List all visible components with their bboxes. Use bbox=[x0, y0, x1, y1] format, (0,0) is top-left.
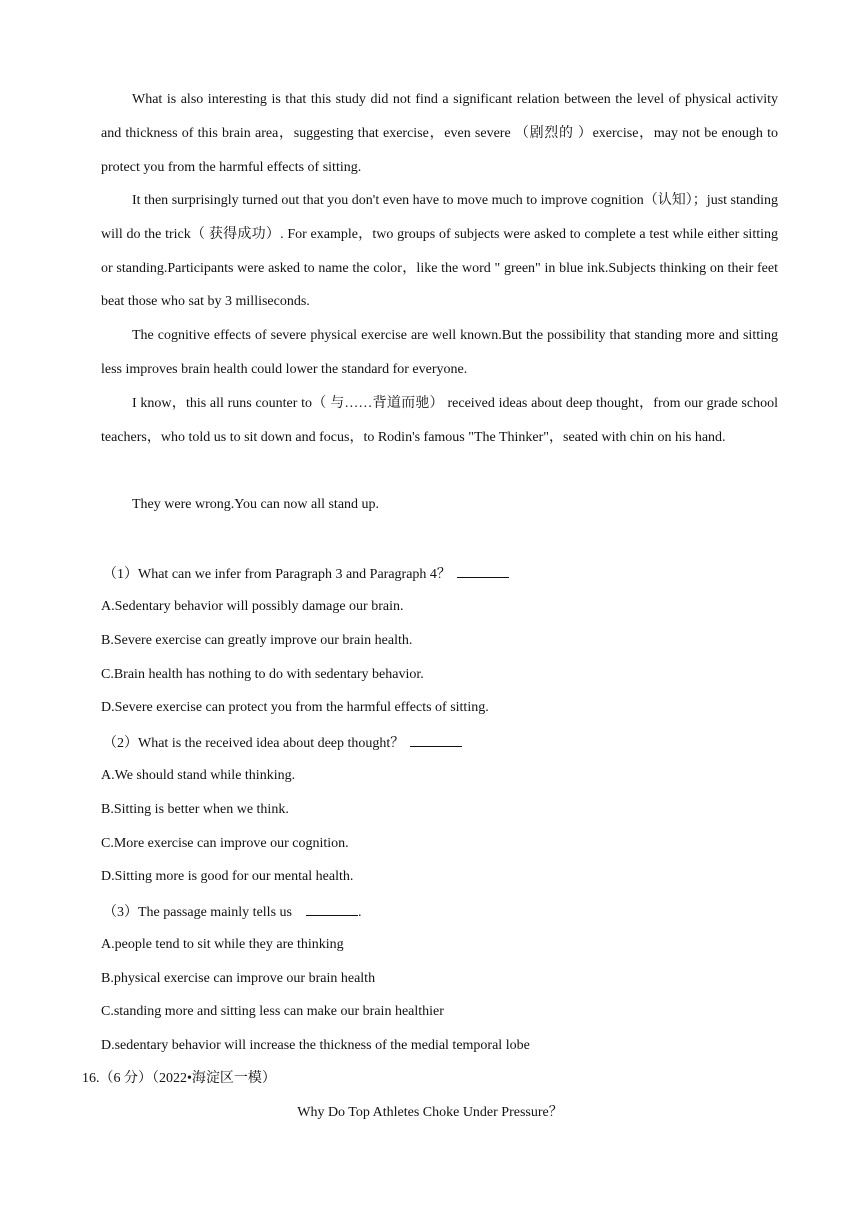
question-3-option-c: C.standing more and sitting less can make our brain healthier bbox=[101, 1004, 444, 1019]
question-1-stem bbox=[103, 563, 509, 585]
question-1-text: （1）What can we infer from Paragraph 3 and Paragraph 4？ bbox=[103, 567, 451, 582]
answer-blank-3[interactable] bbox=[306, 901, 358, 916]
passage-paragraph-2: It then surprisingly turned out that you don't even have to move much to improve cognition（认知）；just standing will do the trick（ 获得成功）. For example，two groups of subjects were asked to complete a test while either sitting or standing.Participants were asked to name the color，like the word " green" in blue ink.Subjects thinking on their feet beat those who sat by 3 milliseconds. bbox=[101, 193, 778, 310]
question-2-option-c: C.More exercise can improve our cognition. bbox=[101, 836, 349, 851]
question-3-option-a: A.people tend to sit while they are thinking bbox=[101, 937, 344, 952]
answer-blank-2[interactable] bbox=[410, 732, 462, 747]
question-3-option-d: D.sedentary behavior will increase the thickness of the medial temporal lobe bbox=[101, 1038, 530, 1053]
question-3-stem bbox=[103, 901, 361, 923]
question-2-text: （2）What is the received idea about deep thought？ bbox=[103, 736, 405, 751]
question-1-option-a: A.Sedentary behavior will possibly damage our brain. bbox=[101, 599, 404, 614]
question-3-period: . bbox=[357, 905, 362, 920]
question-3-text: （3）The passage mainly tells us bbox=[103, 905, 292, 920]
question-1-option-c: C.Brain health has nothing to do with sedentary behavior. bbox=[101, 667, 424, 682]
passage-paragraph-3: The cognitive effects of severe physical exercise are well known.But the possibility that standing more and sitting less improves brain health could lower the standard for everyone. bbox=[101, 328, 778, 377]
question-1-option-b: B.Severe exercise can greatly improve our brain health. bbox=[101, 633, 413, 648]
next-question-header: 16.（6 分）（2022•海淀区一模） bbox=[82, 1071, 276, 1086]
question-2-option-a: A.We should stand while thinking. bbox=[101, 768, 296, 783]
question-2-option-b: B.Sitting is better when we think. bbox=[101, 802, 289, 817]
passage-paragraph-4: I know，this all runs counter to（ 与……背道而驰） received ideas about deep thought，from our grade school teachers，who told us to sit down and focus，to Rodin's famous "The Thinker"，seated with chin on his hand. bbox=[101, 396, 778, 445]
question-2-option-d: D.Sitting more is good for our mental health. bbox=[101, 869, 354, 884]
answer-blank-1[interactable] bbox=[457, 563, 509, 578]
question-1-option-d: D.Severe exercise can protect you from the harmful effects of sitting. bbox=[101, 700, 489, 715]
passage-paragraph-1: What is also interesting is that this study did not find a significant relation between the level of physical activity and thickness of this brain area，suggesting that exercise，even severe （剧烈的 ）exercise，may not be enough to protect you from the harmful effects of sitting. bbox=[101, 92, 778, 175]
passage-paragraph-5: They were wrong.You can now all stand up. bbox=[132, 497, 380, 512]
next-passage-title: Why Do Top Athletes Choke Under Pressure？ bbox=[297, 1105, 563, 1120]
question-3-option-b: B.physical exercise can improve our brain health bbox=[101, 971, 376, 986]
question-2-stem bbox=[103, 732, 462, 754]
